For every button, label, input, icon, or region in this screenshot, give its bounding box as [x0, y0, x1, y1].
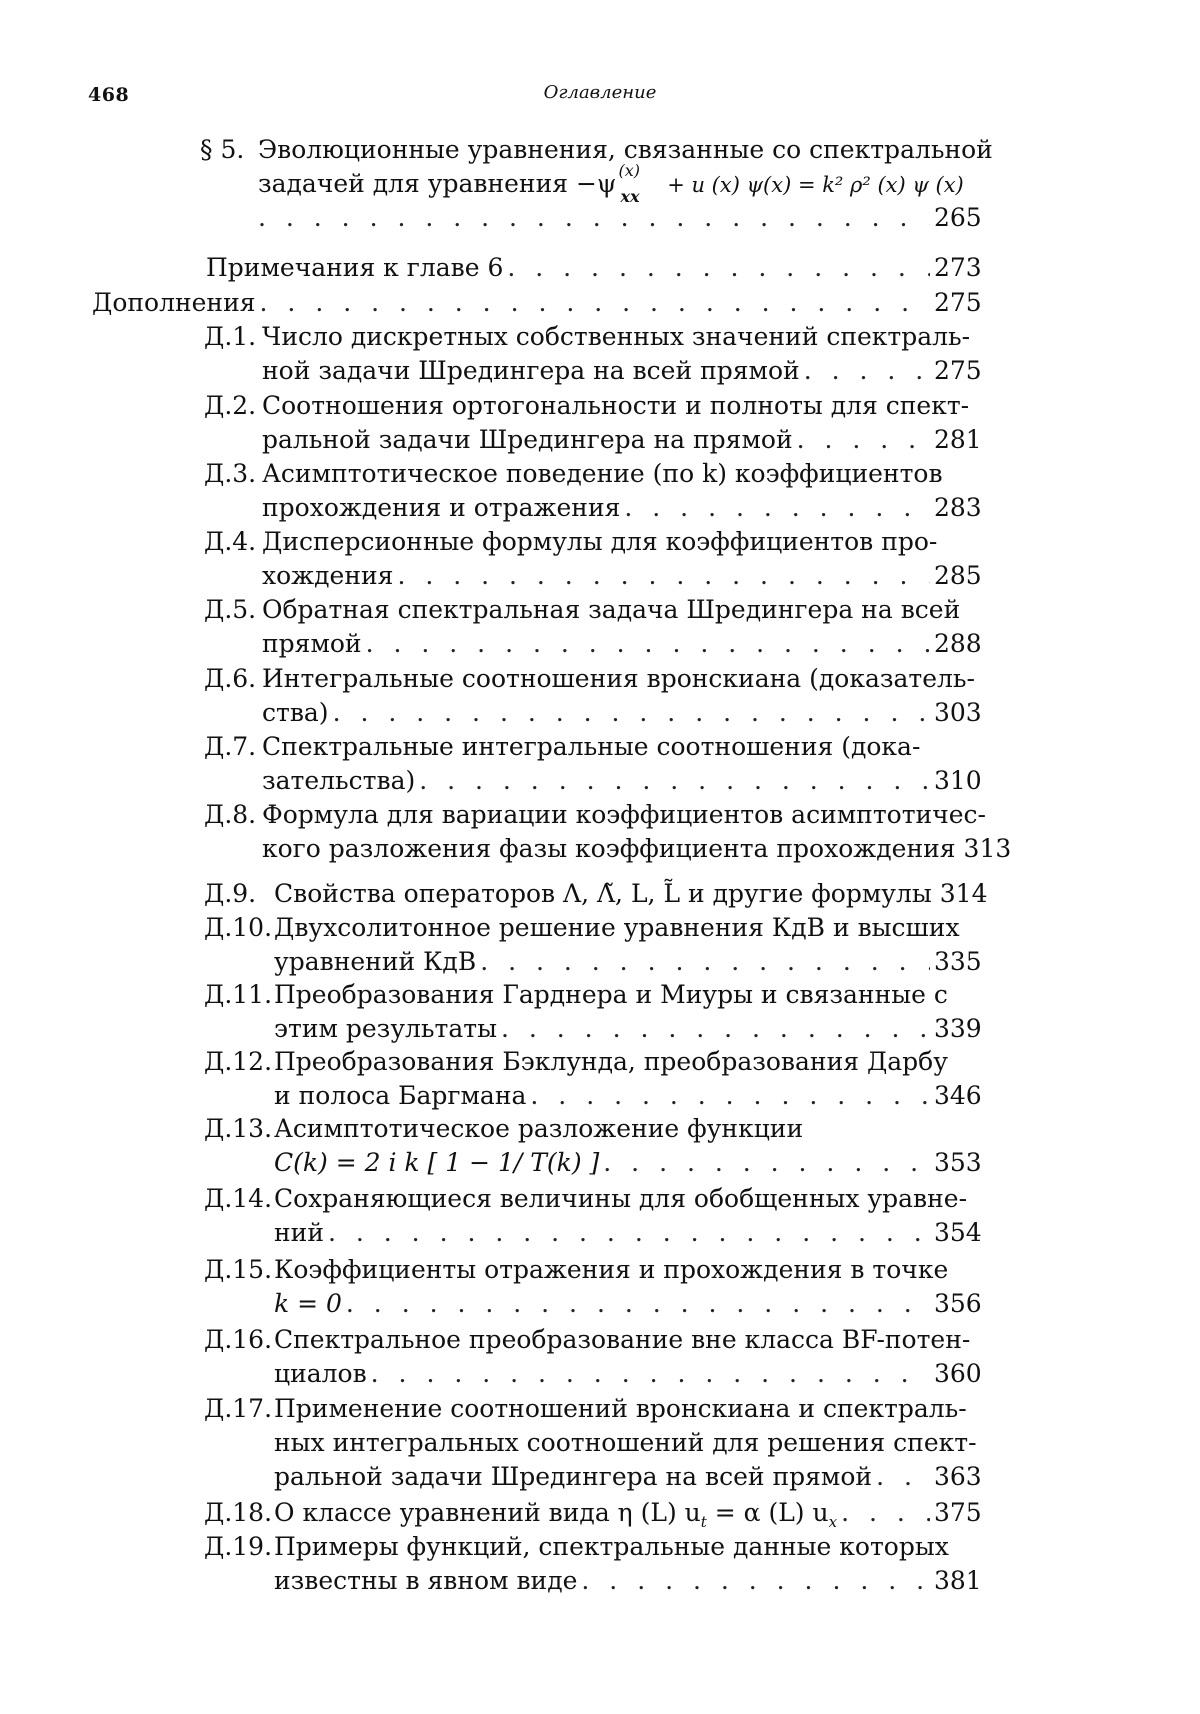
- leader-dots: [603, 1146, 930, 1180]
- entry-title: Асимптотическое поведение (по k) коэффициентов: [262, 457, 943, 491]
- leader-dots: [419, 764, 930, 798]
- leader-dots: [333, 696, 930, 730]
- leader-dots: [530, 1079, 930, 1113]
- page-ref: 283: [930, 491, 978, 525]
- entry-title: этим результаты: [274, 1012, 501, 1046]
- entry-title: Сохраняющиеся величины для обобщенных уравне-: [274, 1182, 967, 1216]
- page-ref: 285: [930, 559, 978, 593]
- entry-title: О классе уравнений вида η (L) ut = α (L) ux: [274, 1496, 841, 1539]
- leader-dots: [328, 1216, 930, 1250]
- page-ref: 273: [930, 251, 978, 285]
- entry-number: § 5.: [200, 133, 244, 167]
- page-ref: 356: [930, 1287, 978, 1321]
- entry-title: уравнений КдВ: [274, 945, 480, 979]
- page-ref: 363: [930, 1460, 978, 1494]
- page-ref: 346: [930, 1079, 978, 1113]
- page-ref: 381: [930, 1564, 978, 1598]
- toc-entry: [92, 286, 978, 320]
- page-ref: 335: [930, 945, 978, 979]
- leader-dots: [371, 1357, 930, 1391]
- leader-dots: [258, 201, 930, 235]
- leader-dots: [501, 1012, 930, 1046]
- entry-title: Свойства операторов Λ, Λ̃, L, L̃ и другие формулы: [274, 877, 936, 911]
- entry-title: известны в явном виде: [274, 1564, 581, 1598]
- entry-title: Примечания к главе 6: [206, 251, 507, 285]
- entry-title: Число дискретных собственных значений спектраль-: [262, 320, 970, 354]
- entry-title: Двухсолитонное решение уравнения КдВ и высших: [274, 911, 960, 945]
- entry-number: Д.3.: [204, 457, 256, 491]
- entry-number: Д.18.: [204, 1496, 272, 1530]
- page-ref: 281: [930, 423, 978, 457]
- page-ref: 288: [930, 627, 978, 661]
- page-ref: 275: [930, 354, 978, 388]
- running-title: Оглавление: [0, 82, 1200, 103]
- entry-title: Применение соотношений вронскиана и спектраль-: [274, 1392, 967, 1426]
- entry-title: k = 0: [274, 1287, 346, 1321]
- page-ref: 353: [930, 1146, 978, 1180]
- entry-title: Преобразования Бэклунда, преобразования Дарбу: [274, 1045, 948, 1079]
- entry-number: Д.12.: [204, 1045, 272, 1079]
- page-ref: 314: [936, 877, 984, 911]
- entry-number: Д.10.: [204, 911, 272, 945]
- entry-title: C(k) = 2 i k [ 1 − 1/ T(k) ]: [274, 1146, 603, 1180]
- entry-title: и полоса Баргмана: [274, 1079, 530, 1113]
- entry-title: Эволюционные уравнения, связанные со спектральной: [258, 133, 993, 167]
- entry-title: ральной задачи Шредингера на всей прямой: [274, 1460, 876, 1494]
- entry-title: ных интегральных соотношений для решения спект-: [274, 1426, 977, 1460]
- leader-dots: [804, 354, 930, 388]
- page-ref: 265: [930, 201, 978, 235]
- page-ref: 275: [930, 286, 978, 320]
- entry-title: Дисперсионные формулы для коэффициентов про-: [262, 525, 937, 559]
- page-ref: 375: [930, 1496, 978, 1530]
- entry-title: ний: [274, 1216, 328, 1250]
- page-ref: 354: [930, 1216, 978, 1250]
- entry-number: Д.5.: [204, 593, 256, 627]
- leader-dots: [624, 491, 930, 525]
- leader-dots: [507, 251, 930, 285]
- entry-title: зательства): [262, 764, 419, 798]
- entry-title: Преобразования Гарднера и Миуры и связанные с: [274, 978, 948, 1012]
- entry-title: Обратная спектральная задача Шредингера на всей: [262, 593, 960, 627]
- entry-number: Д.17.: [204, 1392, 272, 1426]
- entry-title: кого разложения фазы коэффициента прохождения: [262, 832, 960, 866]
- entry-number: Д.7.: [204, 730, 256, 764]
- entry-number: Д.14.: [204, 1182, 272, 1216]
- toc-entry: [206, 251, 978, 285]
- entry-title: Интегральные соотношения вронскиана (доказатель-: [262, 662, 975, 696]
- entry-title: Спектральные интегральные соотношения (дока-: [262, 730, 920, 764]
- leader-dots: [876, 1460, 930, 1494]
- entry-title: ральной задачи Шредингера на прямой: [262, 423, 797, 457]
- leader-dots: [260, 286, 930, 320]
- page-ref: 313: [960, 832, 1008, 866]
- page-ref: 310: [930, 764, 978, 798]
- entry-title: циалов: [274, 1357, 371, 1391]
- page-ref: 360: [930, 1357, 978, 1391]
- entry-title: Дополнения: [92, 286, 260, 320]
- entry-number: Д.8.: [204, 798, 256, 832]
- entry-number: Д.2.: [204, 389, 256, 423]
- entry-title: задачей для уравнения −ψ (x) xx + u (x) ψ(x) = k² ρ² (x) ψ (x): [258, 167, 964, 202]
- entry-number: Д.1.: [204, 320, 256, 354]
- page-ref: 303: [930, 696, 978, 730]
- leader-dots: [397, 559, 930, 593]
- entry-number: Д.11.: [204, 978, 272, 1012]
- leader-dots: [480, 945, 930, 979]
- entry-title: Примеры функций, спектральные данные которых: [274, 1530, 949, 1564]
- entry-title: Спектральное преобразование вне класса BF-потен-: [274, 1323, 970, 1357]
- entry-title: Соотношения ортогональности и полноты для спект-: [262, 389, 969, 423]
- entry-title: Асимптотическое разложение функции: [274, 1112, 803, 1146]
- page-ref: 339: [930, 1012, 978, 1046]
- entry-number: Д.13.: [204, 1112, 272, 1146]
- page-number: 468: [88, 84, 129, 106]
- entry-title: ства): [262, 696, 333, 730]
- leader-dots: [797, 423, 930, 457]
- entry-number: Д.16.: [204, 1323, 272, 1357]
- entry-number: Д.15.: [204, 1253, 272, 1287]
- entry-number: Д.6.: [204, 662, 256, 696]
- entry-title: Коэффициенты отражения и прохождения в точке: [274, 1253, 948, 1287]
- leader-dots: [841, 1496, 930, 1530]
- entry-title: прямой: [262, 627, 366, 661]
- entry-title: прохождения и отражения: [262, 491, 624, 525]
- leader-dots: [581, 1564, 930, 1598]
- leader-dots: [366, 627, 930, 661]
- entry-title: ной задачи Шредингера на всей прямой: [262, 354, 804, 388]
- entry-number: Д.19.: [204, 1530, 272, 1564]
- entry-title: Формула для вариации коэффициентов асимптотичес-: [262, 798, 986, 832]
- entry-title: хождения: [262, 559, 397, 593]
- leader-dots: [346, 1287, 930, 1321]
- entry-number: Д.9.: [204, 877, 256, 911]
- entry-number: Д.4.: [204, 525, 256, 559]
